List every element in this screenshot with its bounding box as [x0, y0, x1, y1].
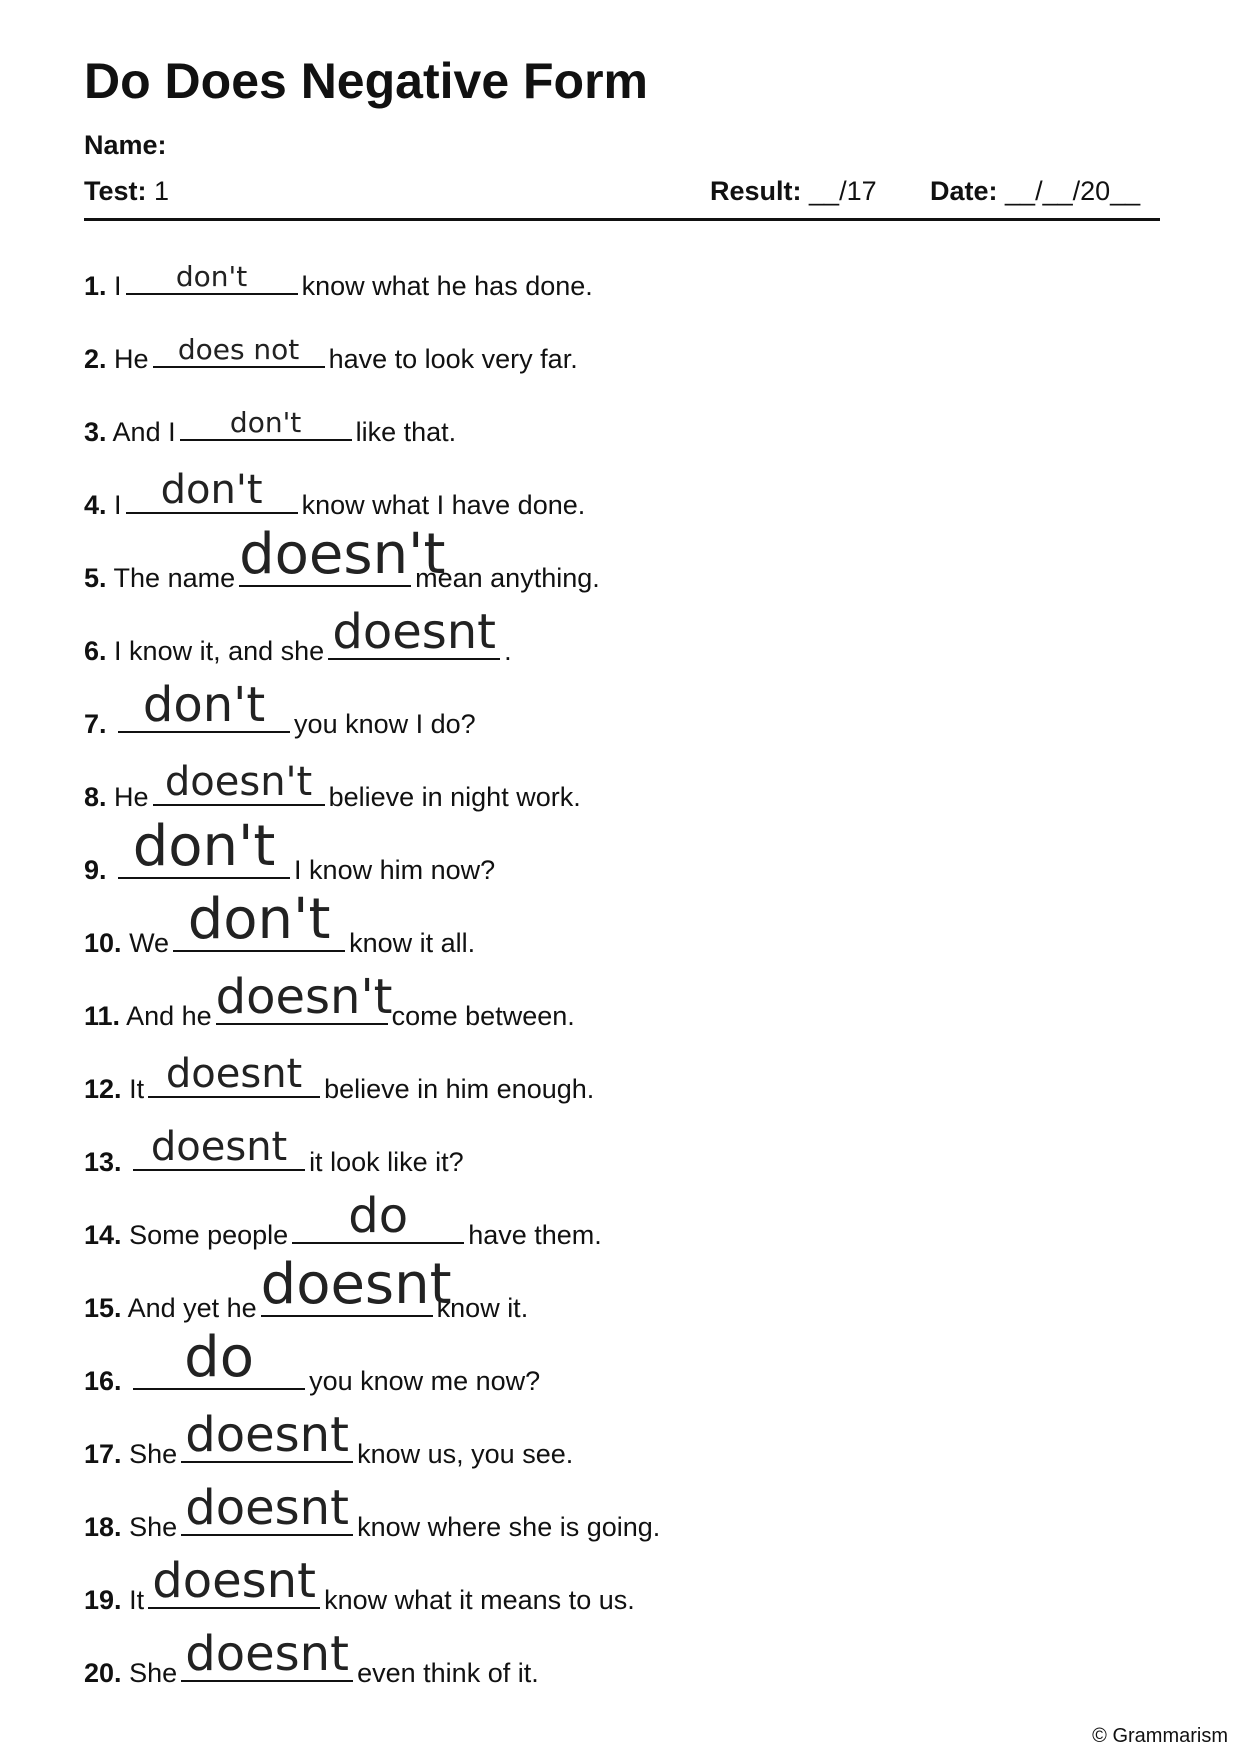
exercise-item — [84, 887, 660, 975]
exercise-item — [84, 814, 660, 902]
item-text-before: I — [114, 271, 122, 301]
item-text-after: mean anything. — [415, 563, 600, 593]
result-field — [710, 176, 877, 207]
item-text-before: He — [114, 344, 149, 374]
name-label: Name: — [84, 130, 167, 160]
item-text-before: Some people — [129, 1220, 289, 1250]
answer-text: doesnt — [152, 1553, 316, 1609]
worksheet-title: Do Does Negative Form — [84, 53, 649, 109]
item-text-before: I — [114, 490, 122, 520]
answer-blank[interactable] — [126, 245, 298, 295]
header-divider — [84, 218, 1160, 221]
answer-blank[interactable] — [239, 522, 446, 587]
item-text-after: . — [504, 636, 512, 666]
answer-text: don't — [175, 260, 248, 293]
exercise-item — [84, 1407, 660, 1486]
answer-blank[interactable] — [180, 391, 352, 441]
exercise-item — [84, 318, 660, 391]
item-number: 12. — [84, 1074, 122, 1104]
result-value: __/17 — [809, 176, 877, 206]
exercise-item — [84, 1121, 660, 1194]
answer-blank[interactable] — [153, 318, 325, 368]
item-text-after: know it. — [436, 1293, 529, 1323]
answer-text: does not — [177, 333, 300, 366]
answer-text: don't — [132, 814, 276, 879]
item-text-after: you know I do? — [294, 709, 476, 739]
answer-blank[interactable] — [118, 814, 290, 879]
item-number: 7. — [84, 709, 107, 739]
exercise-item — [84, 522, 660, 610]
item-number: 20. — [84, 1658, 122, 1688]
item-number: 13. — [84, 1147, 122, 1177]
item-text-after: you know me now? — [309, 1366, 541, 1396]
answer-text: doesnt — [150, 1124, 288, 1170]
answer-text: doesnt — [185, 1480, 349, 1536]
answer-text: doesn't — [215, 969, 393, 1025]
answer-text: doesn't — [164, 759, 313, 805]
answer-blank[interactable] — [181, 1407, 353, 1463]
answer-blank[interactable] — [126, 464, 298, 514]
answer-text: don't — [229, 406, 302, 439]
item-text-before: It — [129, 1074, 145, 1104]
exercise-item — [84, 391, 660, 464]
copyright-footer: © Grammarism — [1092, 1725, 1228, 1747]
item-number: 14. — [84, 1220, 122, 1250]
item-text-before: I know it, and she — [114, 636, 325, 666]
item-number: 6. — [84, 636, 107, 666]
item-number: 10. — [84, 928, 122, 958]
item-number: 16. — [84, 1366, 122, 1396]
answer-text: doesnt — [165, 1051, 303, 1097]
date-field — [930, 176, 1140, 207]
item-number: 5. — [84, 563, 107, 593]
answer-blank[interactable] — [133, 1325, 305, 1390]
exercise-item — [84, 1325, 660, 1413]
item-text-after: come between. — [391, 1001, 575, 1031]
item-text-after: know what it means to us. — [324, 1585, 635, 1615]
item-number: 4. — [84, 490, 107, 520]
item-number: 17. — [84, 1439, 122, 1469]
item-text-after: it look like it? — [309, 1147, 464, 1177]
item-text-before: It — [129, 1585, 145, 1615]
item-number: 3. — [84, 417, 107, 447]
answer-blank[interactable] — [181, 1626, 353, 1682]
item-text-after: like that. — [355, 417, 457, 447]
exercise-item — [84, 1480, 661, 1559]
date-value: __/__/20__ — [1005, 176, 1141, 206]
test-value: 1 — [154, 176, 170, 206]
answer-text: do — [184, 1325, 254, 1390]
item-number: 11. — [84, 1001, 121, 1031]
item-text-before: She — [129, 1439, 178, 1469]
answer-text: doesnt — [332, 604, 496, 660]
item-text-after: I know him now? — [294, 855, 496, 885]
item-number: 2. — [84, 344, 107, 374]
name-field — [84, 130, 167, 161]
exercise-item — [84, 245, 660, 318]
item-text-before: The name — [113, 563, 236, 593]
answer-text: do — [348, 1188, 409, 1244]
exercise-list — [84, 245, 660, 1705]
answer-text: doesnt — [260, 1252, 452, 1317]
exercise-item — [84, 969, 660, 1048]
answer-blank[interactable] — [215, 969, 393, 1025]
answer-blank[interactable] — [181, 1480, 353, 1536]
item-text-after: have to look very far. — [328, 344, 578, 374]
item-text-after: know us, you see. — [357, 1439, 574, 1469]
item-text-before: He — [114, 782, 149, 812]
result-label: Result: — [710, 176, 802, 206]
answer-blank[interactable] — [328, 604, 500, 660]
answer-blank[interactable] — [292, 1188, 464, 1244]
item-number: 1. — [84, 271, 107, 301]
answer-text: don't — [160, 467, 263, 513]
answer-blank[interactable] — [153, 756, 325, 806]
exercise-item — [84, 1626, 660, 1705]
date-label: Date: — [930, 176, 998, 206]
answer-blank[interactable] — [148, 1553, 320, 1609]
item-text-after: know what I have done. — [301, 490, 586, 520]
exercise-item — [84, 604, 660, 683]
item-text-after: believe in him enough. — [324, 1074, 595, 1104]
item-text-after: have them. — [468, 1220, 602, 1250]
answer-text: don't — [142, 677, 266, 733]
answer-text: doesnt — [185, 1626, 349, 1682]
item-text-before: And he — [126, 1001, 212, 1031]
exercise-item — [84, 1553, 660, 1632]
answer-blank[interactable] — [173, 887, 345, 952]
item-number: 8. — [84, 782, 107, 812]
item-text-after: know where she is going. — [357, 1512, 661, 1542]
item-text-before: And I — [112, 417, 176, 447]
item-number: 19. — [84, 1585, 122, 1615]
answer-text: doesnt — [185, 1407, 349, 1463]
item-text-before: And yet he — [127, 1293, 257, 1323]
item-text-before: She — [129, 1658, 178, 1688]
item-number: 9. — [84, 855, 107, 885]
item-text-after: know it all. — [349, 928, 476, 958]
answer-blank[interactable] — [260, 1252, 452, 1317]
answer-blank[interactable] — [133, 1121, 305, 1171]
item-number: 18. — [84, 1512, 122, 1542]
item-text-after: even think of it. — [357, 1658, 539, 1688]
exercise-item — [84, 1048, 660, 1121]
answer-blank[interactable] — [118, 677, 290, 733]
answer-text: doesn't — [239, 522, 446, 587]
exercise-item — [84, 677, 660, 756]
item-number: 15. — [84, 1293, 122, 1323]
item-text-before: She — [129, 1512, 178, 1542]
item-text-before: We — [129, 928, 170, 958]
test-label: Test: — [84, 176, 147, 206]
test-number — [84, 176, 169, 207]
answer-text: don't — [187, 887, 331, 952]
item-text-after: believe in night work. — [328, 782, 581, 812]
item-text-after: know what he has done. — [301, 271, 593, 301]
answer-blank[interactable] — [148, 1048, 320, 1098]
